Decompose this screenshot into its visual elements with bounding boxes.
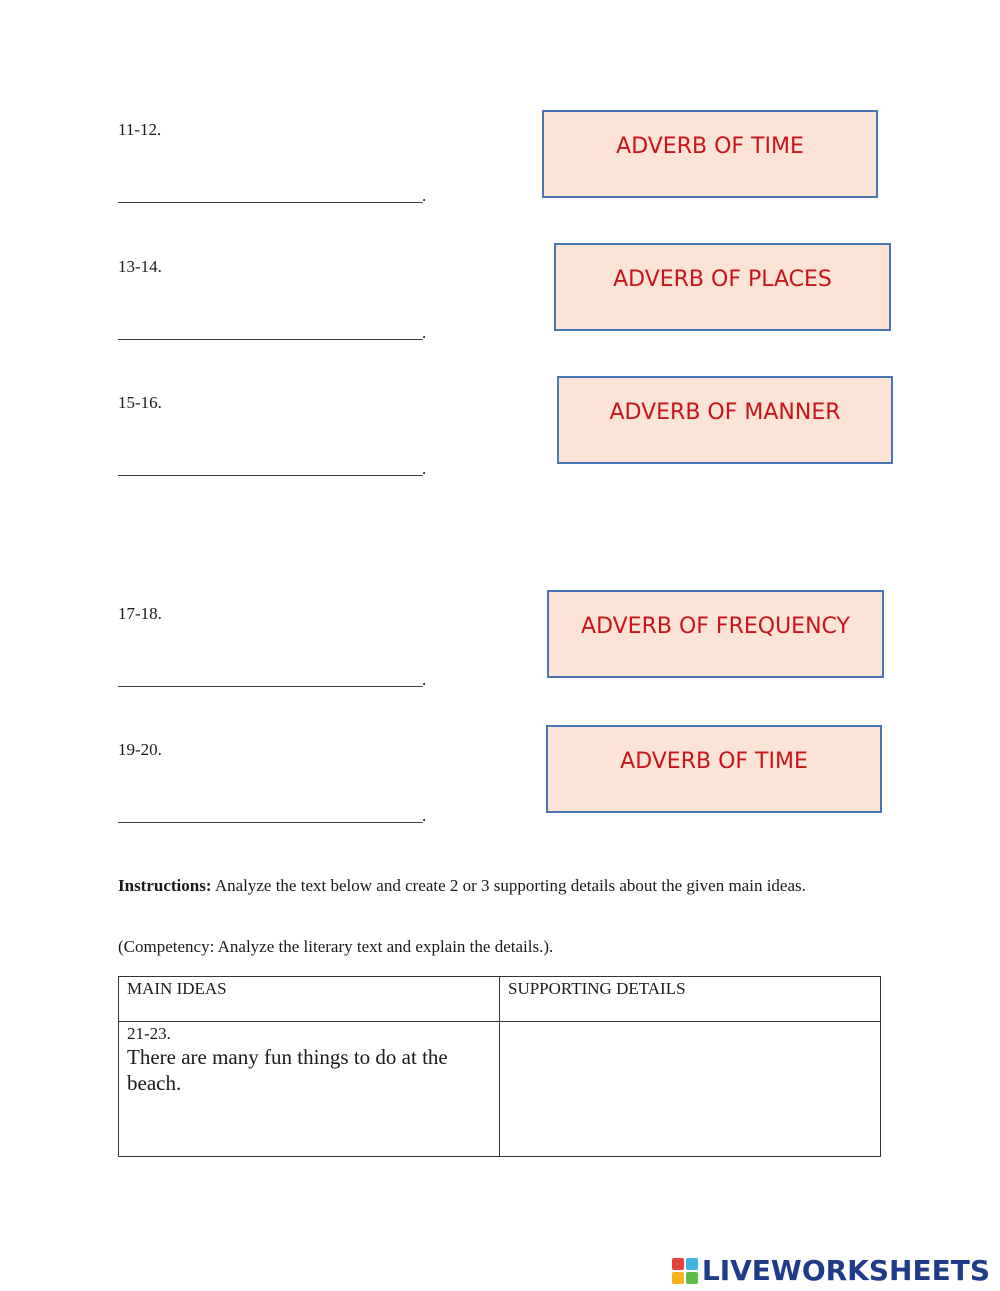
exercise-item-13-14	[0, 257, 1000, 377]
liveworksheets-logo	[672, 1254, 990, 1287]
adverb-label-box: ADVERB OF FREQUENCY	[547, 590, 884, 678]
item-number: 19-20.	[118, 740, 162, 759]
answer-line[interactable]: ______________________________________.	[118, 459, 426, 478]
main-idea-cell	[119, 1022, 500, 1157]
item-number: 15-16.	[118, 393, 162, 412]
adverb-label-box: ADVERB OF TIME	[546, 725, 882, 813]
table-header-row	[119, 977, 881, 1022]
answer-line[interactable]: ______________________________________.	[118, 670, 426, 689]
supporting-details-cell[interactable]	[500, 1022, 881, 1157]
item-number: 11-12.	[118, 120, 162, 139]
adverb-label-box: ADVERB OF MANNER	[557, 376, 893, 464]
row-number: 21-23.	[127, 1024, 171, 1043]
table-header-supporting-details: SUPPORTING DETAILS	[500, 977, 881, 1022]
answer-line[interactable]: ______________________________________.	[118, 806, 426, 825]
liveworksheets-logo-icon	[672, 1258, 698, 1284]
main-idea-text: There are many fun things to do at the beach.	[127, 1045, 448, 1095]
main-ideas-table	[118, 976, 881, 1157]
instructions-label: Instructions:	[118, 876, 212, 895]
answer-line[interactable]: ______________________________________.	[118, 186, 426, 205]
exercise-item-17-18	[0, 604, 1000, 724]
exercise-item-15-16	[0, 393, 1000, 513]
answer-line[interactable]: ______________________________________.	[118, 323, 426, 342]
competency-note: (Competency: Analyze the literary text and explain the details.).	[118, 937, 554, 956]
item-number: 13-14.	[118, 257, 162, 276]
instructions	[118, 874, 888, 898]
item-number: 17-18.	[118, 604, 162, 623]
adverb-label-box: ADVERB OF TIME	[542, 110, 878, 198]
exercise-item-19-20	[0, 740, 1000, 860]
exercise-item-11-12	[0, 120, 1000, 240]
instructions-text: Analyze the text below and create 2 or 3 supporting details about the given main ideas.	[211, 876, 806, 895]
table-header-main-ideas: MAIN IDEAS	[119, 977, 500, 1022]
table-row	[119, 1022, 881, 1157]
brand-name: LIVEWORKSHEETS	[701, 1254, 990, 1287]
adverb-label-box: ADVERB OF PLACES	[554, 243, 891, 331]
